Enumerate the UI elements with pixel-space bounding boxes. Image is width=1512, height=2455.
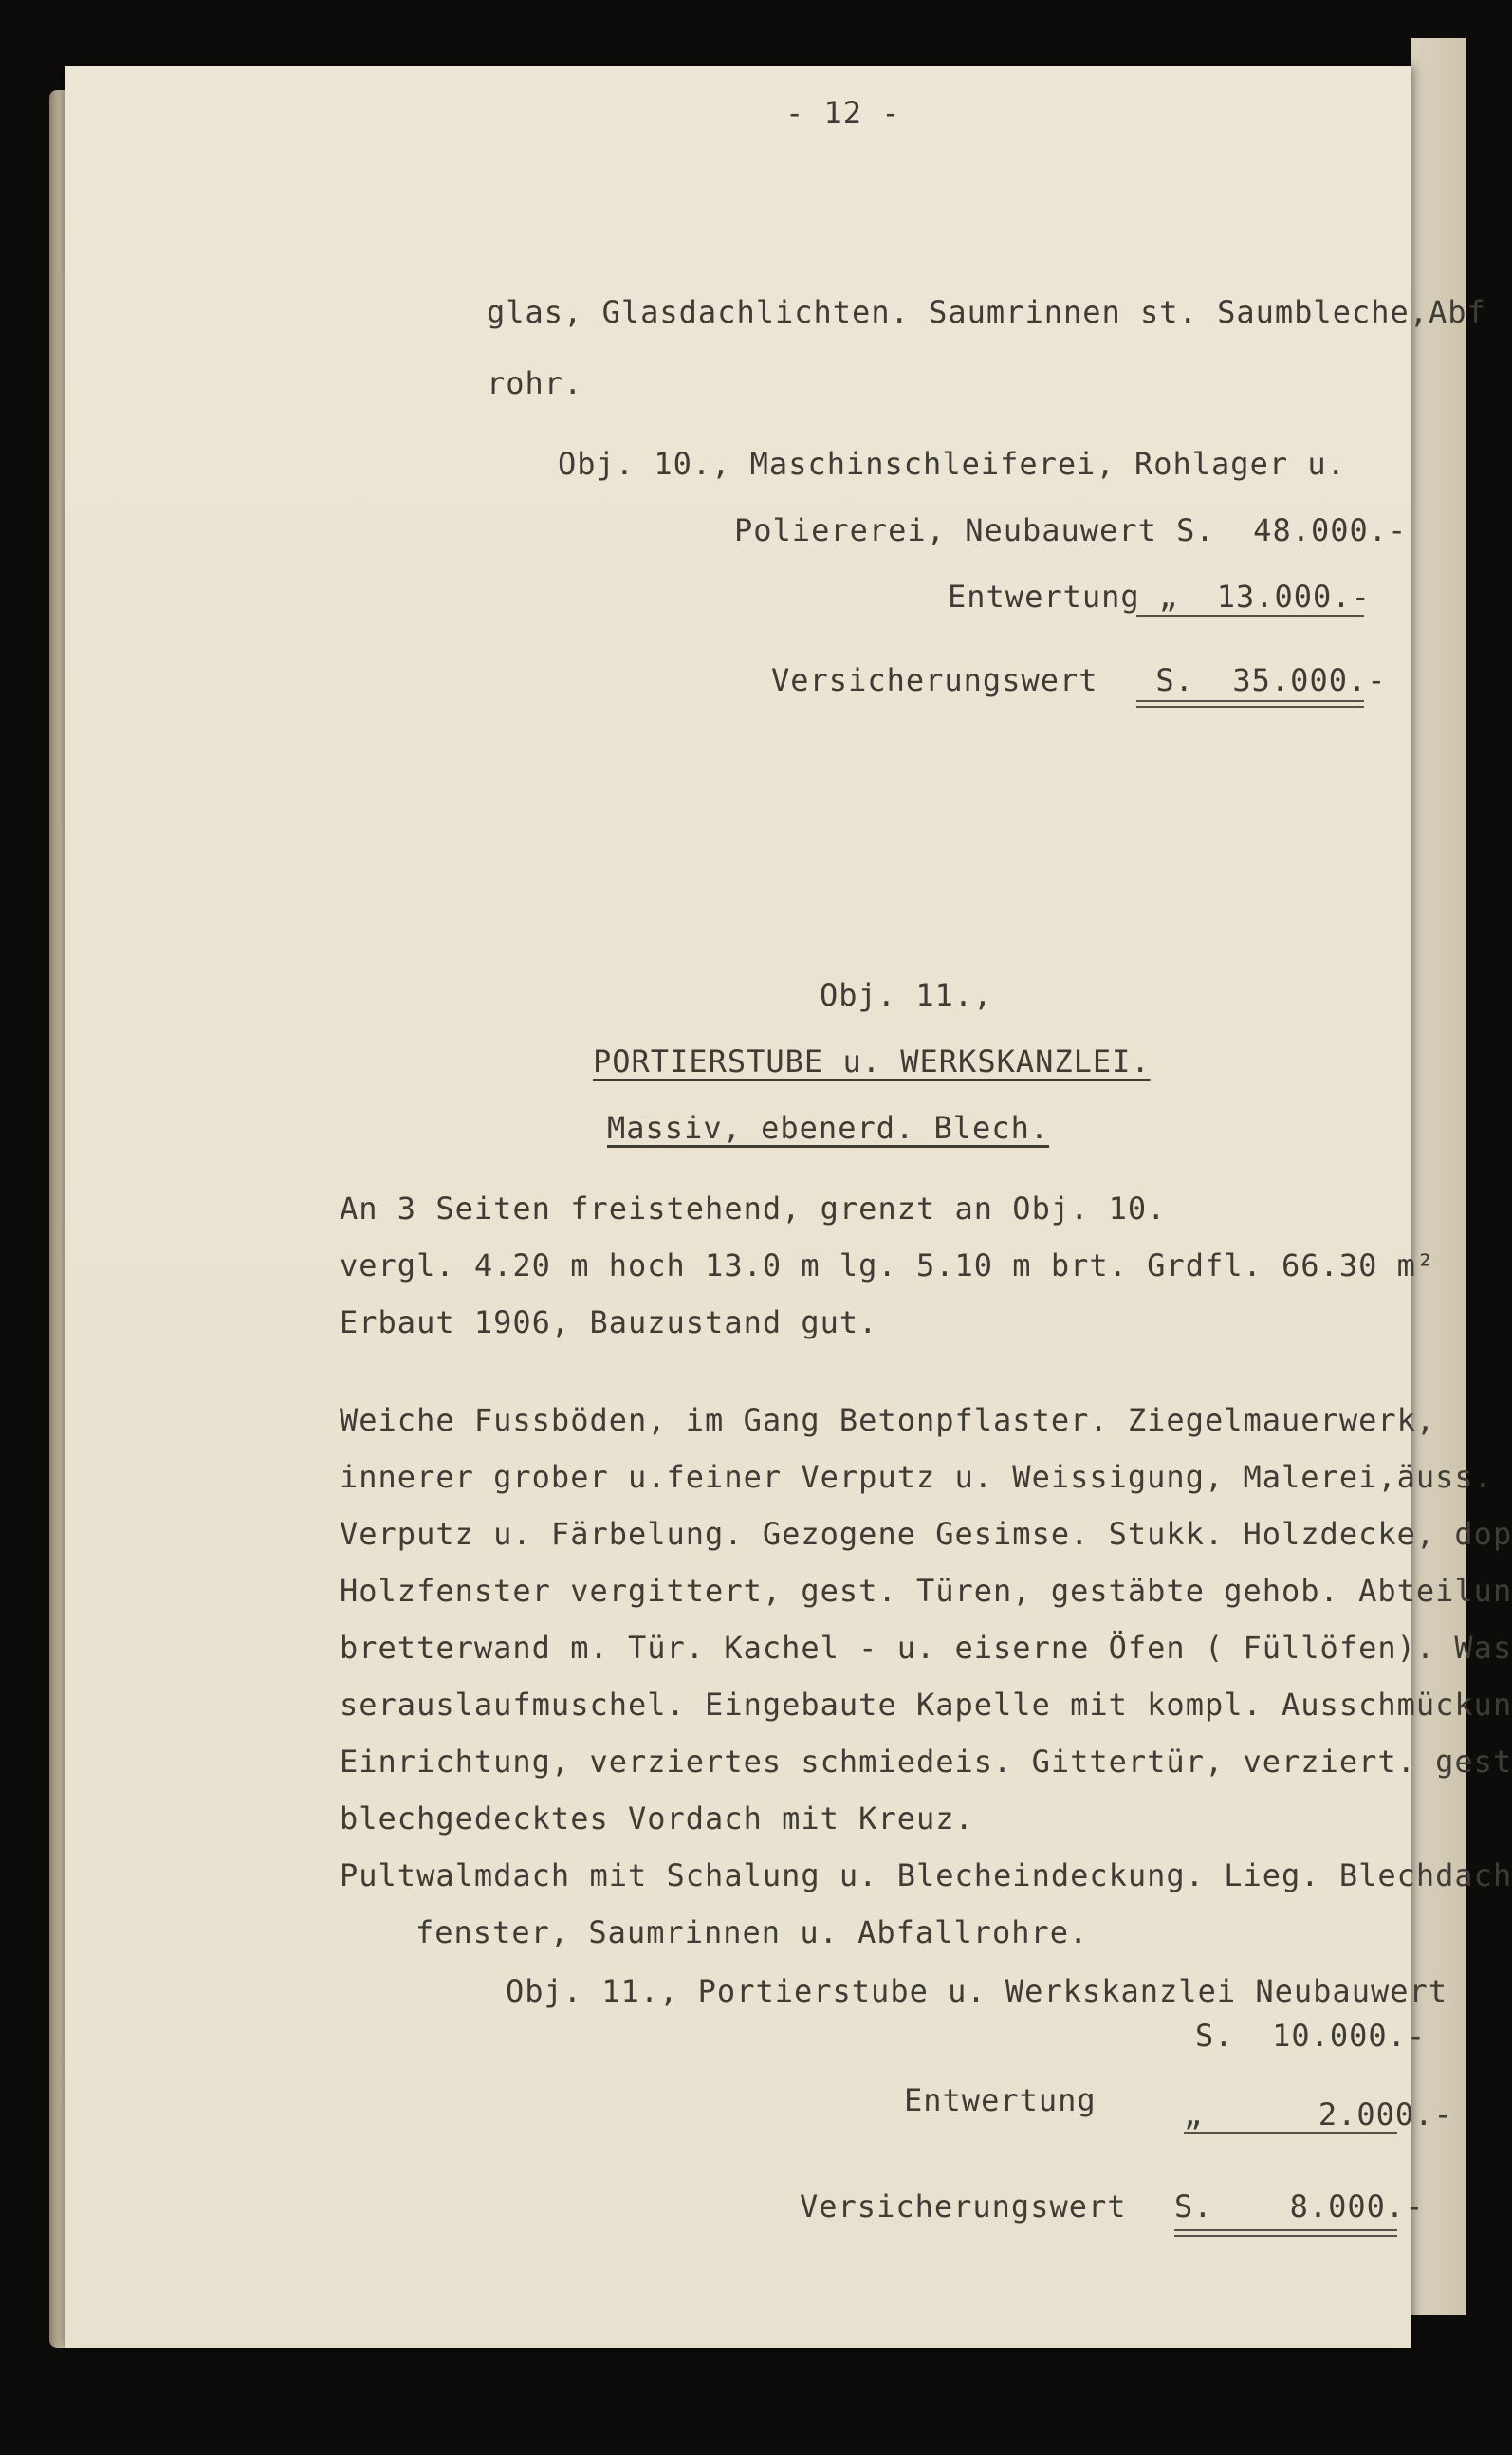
obj11-versicherung-label: Versicherungswert <box>800 2188 1127 2224</box>
obj11-description-8: blechgedecktes Vordach mit Kreuz. <box>340 1800 974 1837</box>
obj11-description-3: Verputz u. Färbelung. Gezogene Gesimse. Stukk. Holzdecke, dop <box>340 1516 1512 1552</box>
obj11-entwertung-value: „ 2.000.- <box>1184 2096 1453 2132</box>
intro-line-1: glas, Glasdachlichten. Saumrinnen st. Saumbleche,Abf <box>487 294 1486 330</box>
obj11-roof-2: fenster, Saumrinnen u. Abfallrohre. <box>415 1914 1089 1950</box>
obj11-summary-line-2: S. 10.000.- <box>1195 2018 1427 2054</box>
obj11-description-7: Einrichtung, verziertes schmiedeis. Gittertür, verziert. gest <box>340 1744 1512 1780</box>
obj10-entwertung-rule <box>1136 615 1364 617</box>
obj10-title-line-1: Obj. 10., Maschinschleiferei, Rohlager u. <box>558 446 1346 482</box>
obj10-versicherung-rule <box>1136 700 1364 708</box>
obj11-roof-1: Pultwalmdach mit Schalung u. Blecheindeckung. Lieg. Blechdach <box>340 1857 1512 1893</box>
intro-line-2: rohr. <box>487 365 583 401</box>
obj11-construction: Massiv, ebenerd. Blech. <box>607 1110 1050 1146</box>
document-page <box>65 66 1512 2348</box>
obj11-entwertung-label: Entwertung <box>904 2082 1097 2118</box>
obj11-versicherung-rule <box>1174 2229 1397 2237</box>
obj11-description-5: bretterwand m. Tür. Kachel - u. eiserne Öfen ( Füllöfen). Was <box>340 1630 1512 1666</box>
obj11-description-6: serauslaufmuschel. Eingebaute Kapelle mit kompl. Ausschmückun <box>340 1687 1512 1723</box>
obj11-description-4: Holzfenster vergittert, gest. Türen, gestäbte gehob. Abteilun <box>340 1573 1512 1609</box>
obj11-description-2: innerer grober u.feiner Verputz u. Weissigung, Malerei,äuss. <box>340 1459 1493 1495</box>
obj11-heading: Obj. 11., <box>820 977 993 1013</box>
obj10-versicherung: Versicherungswert S. 35.000.- <box>771 662 1387 698</box>
obj11-summary-line-1: Obj. 11., Portierstube u. Werkskanzlei Neubauwert <box>506 1973 1448 2009</box>
obj11-detail-1: An 3 Seiten freistehend, grenzt an Obj. 10. <box>340 1191 1167 1227</box>
obj11-name: PORTIERSTUBE u. WERKSKANZLEI. <box>593 1043 1151 1080</box>
obj11-description-1: Weiche Fussböden, im Gang Betonpflaster. Ziegelmauerwerk, <box>340 1402 1436 1438</box>
obj10-entwertung: Entwertung „ 13.000.- <box>948 579 1371 615</box>
page-number: - 12 - <box>785 95 901 131</box>
obj10-title-line-2: Poliererei, Neubauwert S. 48.000.- <box>734 512 1408 548</box>
obj11-versicherung-value: S. 8.000.- <box>1174 2188 1425 2224</box>
obj11-entwertung-rule <box>1184 2132 1397 2134</box>
obj11-detail-2: vergl. 4.20 m hoch 13.0 m lg. 5.10 m brt. Grdfl. 66.30 m² <box>340 1247 1436 1283</box>
obj11-detail-3: Erbaut 1906, Bauzustand gut. <box>340 1304 878 1340</box>
